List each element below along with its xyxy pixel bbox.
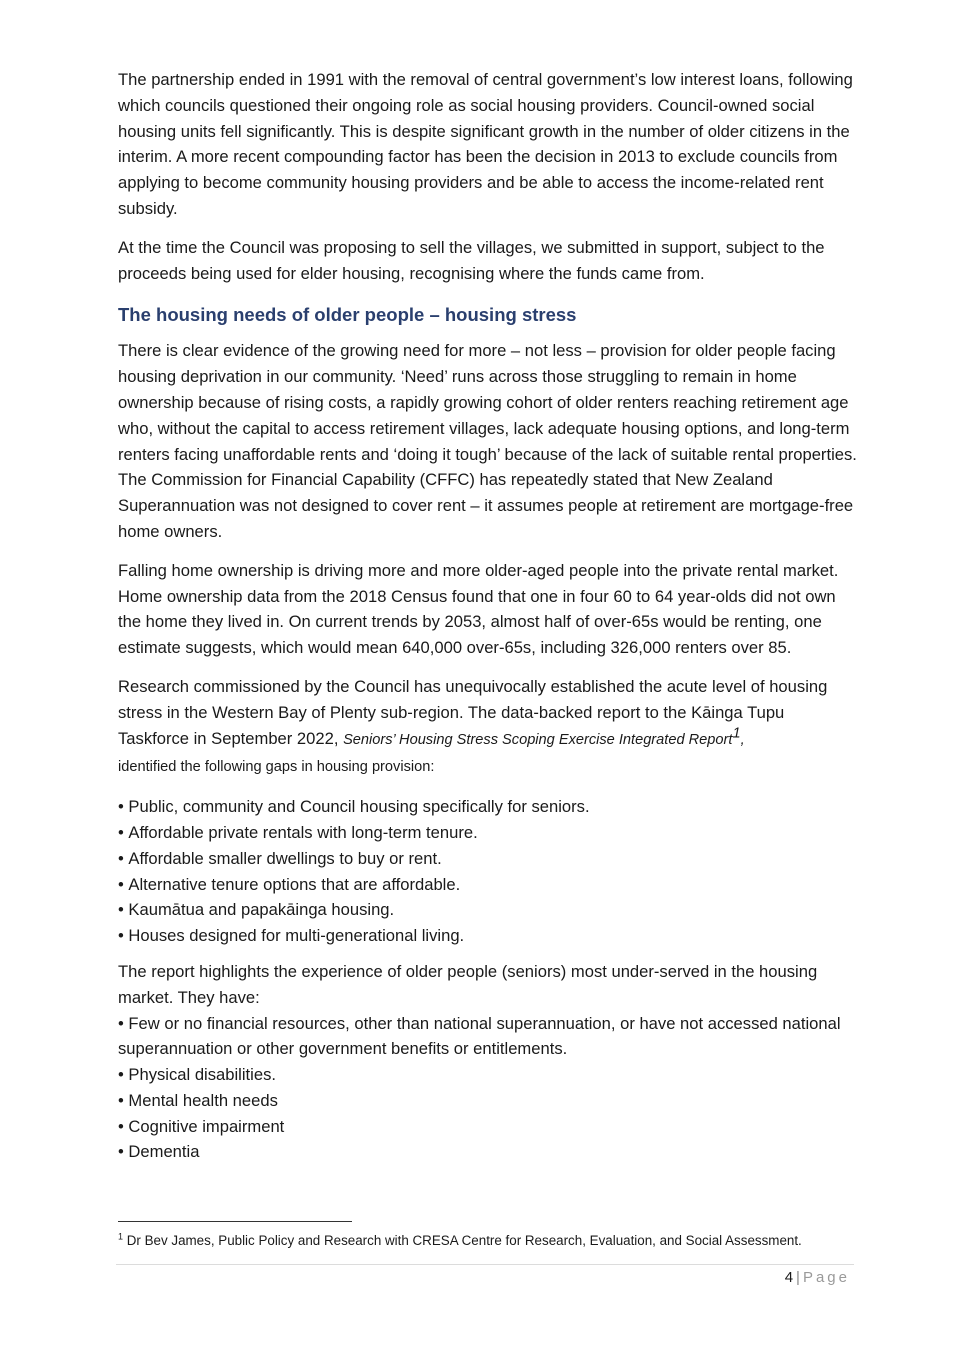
list-item: • Affordable private rentals with long-term tenure. [118, 820, 858, 846]
report-title: Seniors’ Housing Stress Scoping Exercise Integrated Report [343, 731, 733, 748]
report-title-comma: , [740, 731, 745, 748]
body-content [118, 67, 858, 1175]
footnote [118, 1232, 878, 1250]
section-heading: The housing needs of older people – housing stress [118, 304, 577, 326]
footnote-text: Dr Bev James, Public Policy and Research with CRESA Centre for Research, Evaluation, and Social Assessment. [123, 1233, 802, 1248]
paragraph-report-highlights: The report highlights the experience of older people (seniors) most under-served in the housing market. They have: [118, 961, 818, 1007]
page-number-footer [785, 1268, 850, 1288]
research-text-end: identified the following gaps in housing provision: [118, 759, 435, 776]
footnote-reference[interactable]: 1 [732, 725, 741, 741]
research-text: Research commissioned by the Council has unequivocally established the acute level of housing stress in the Western Bay of Plenty sub-region. The data-backed report to the Kāinga Tupu Taskforce in September 2022, [118, 676, 828, 748]
page-number: 4 [784, 1269, 794, 1286]
list-item: • Public, community and Council housing specifically for seniors. [118, 794, 858, 820]
list-item: • Alternative tenure options that are affordable. [118, 872, 858, 898]
footnote-divider [118, 1221, 352, 1222]
list-item: • Affordable smaller dwellings to buy or rent. [118, 846, 858, 872]
list-item: • Few or no financial resources, other than national superannuation, or have not accessed national superannuation or other government benefits or entitlements. [118, 1011, 858, 1063]
list-item: • Mental health needs [118, 1088, 858, 1114]
list-item: • Houses designed for multi-generational living. [118, 923, 858, 949]
list-item: • Cognitive impairment [118, 1114, 858, 1140]
paragraph-partnership: The partnership ended in 1991 with the removal of central government’s low interest loans, following which councils questioned their ongoing role as social housing providers. Council-owned social housing units fell significantly. This is despite significant growth in the number of older citizens in the interim. A more recent compounding factor has been the decision in 2013 to exclude councils from applying to become community housing providers and be able to access the income-related rent subsidy. [118, 70, 853, 218]
page-label: Page [802, 1269, 850, 1286]
list-item: • Dementia [118, 1139, 858, 1165]
list-item: • Physical disabilities. [118, 1062, 858, 1088]
footnote-marker: 1 [118, 1231, 124, 1242]
paragraph-council-sale: At the time the Council was proposing to sell the villages, we submitted in support, subject to the proceeds being used for elder housing, recognising where the funds came from. [118, 237, 825, 283]
paragraph-research [118, 674, 858, 781]
page-separator: | [796, 1269, 800, 1286]
gaps-list [118, 794, 858, 949]
paragraph-housing-need: There is clear evidence of the growing need for more – not less – provision for older people facing housing deprivation in our community. ‘Need’ runs across those struggling to remain in home ownership because of rising costs, a rapidly growing cohort of older renters reaching retirement age who, without the capital to access retirement villages, lack adequate housing options, and long-term renters facing unaffordable rents and ‘doing it tough’ because of the lack of suitable rental properties. The Commission for Financial Capability (CFFC) has repeatedly stated that New Zealand Superannuation was not designed to cover rent – it assumes people at retirement are mortgage-free home owners. [118, 341, 857, 541]
footer-divider [116, 1264, 854, 1265]
list-item: • Kaumātua and papakāinga housing. [118, 897, 858, 923]
paragraph-home-ownership: Falling home ownership is driving more and more older-aged people into the private rental market. Home ownership data from the 2018 Census found that one in four 60 to 64 year-olds did not own the home they lived in. On current trends by 2053, almost half of over-65s would be renting, one estimate suggests, which would mean 640,000 over-65s, including 326,000 renters over 85. [118, 560, 839, 658]
experiences-list [118, 1011, 858, 1166]
